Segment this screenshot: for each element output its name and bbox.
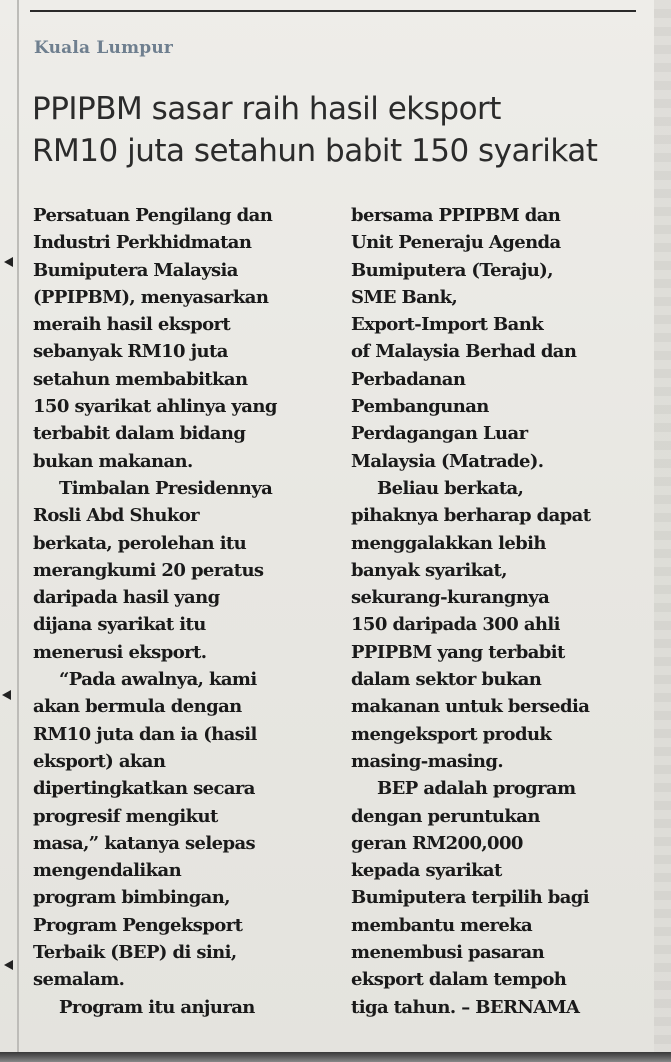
article-column-right bbox=[351, 202, 651, 1021]
body-line: Bumiputera (Teraju), bbox=[351, 259, 553, 281]
body-line: semalam. bbox=[33, 969, 125, 991]
body-line: daripada hasil yang bbox=[33, 587, 220, 609]
body-line: geran RM200,000 bbox=[351, 832, 523, 854]
body-line: masa,” katanya selepas bbox=[33, 832, 256, 854]
body-line: meraih hasil eksport bbox=[33, 314, 231, 336]
article-column-left bbox=[33, 202, 333, 1021]
scan-edge-left bbox=[17, 0, 19, 1062]
dateline-kicker: Kuala Lumpur bbox=[34, 38, 174, 58]
body-line: Terbaik (BEP) di sini, bbox=[33, 942, 237, 964]
body-line: Export-Import Bank bbox=[351, 314, 544, 336]
body-line: PPIPBM yang terbabit bbox=[351, 641, 565, 663]
body-line: menggalakkan lebih bbox=[351, 532, 546, 554]
body-line: membantu mereka bbox=[351, 914, 533, 936]
article-headline bbox=[32, 88, 652, 172]
body-line: pihaknya berharap dapat bbox=[351, 505, 591, 527]
headline-line-2: RM10 juta setahun babit 150 syarikat bbox=[32, 133, 598, 169]
body-line: bukan makanan. bbox=[33, 450, 193, 472]
top-rule bbox=[30, 10, 636, 12]
scan-marker-arrow bbox=[2, 690, 11, 700]
scan-marker-arrow bbox=[4, 257, 13, 267]
body-line: makanan untuk bersedia bbox=[351, 696, 590, 718]
body-line: mengendalikan bbox=[33, 860, 182, 882]
body-line: Bumiputera Malaysia bbox=[33, 259, 238, 281]
body-line: RM10 juta dan ia (hasil bbox=[33, 723, 257, 745]
body-line: progresif mengikut bbox=[33, 805, 218, 827]
scan-edge-right bbox=[654, 0, 671, 1062]
headline-line-1: PPIPBM sasar raih hasil eksport bbox=[32, 91, 501, 127]
body-line: menembusi pasaran bbox=[351, 942, 545, 964]
body-line: mengeksport produk bbox=[351, 723, 552, 745]
body-line: sekurang-kurangnya bbox=[351, 587, 550, 609]
body-line: banyak syarikat, bbox=[351, 559, 507, 581]
body-line: Beliau berkata, bbox=[377, 477, 524, 499]
body-line: dijana syarikat itu bbox=[33, 614, 206, 636]
body-line: akan bermula dengan bbox=[33, 696, 242, 718]
body-line: eksport dalam tempoh bbox=[351, 969, 567, 991]
body-line: tiga tahun. – BERNAMA bbox=[351, 996, 580, 1018]
body-line: SME Bank, bbox=[351, 286, 458, 308]
body-line: menerusi eksport. bbox=[33, 641, 207, 663]
body-line: Program itu anjuran bbox=[59, 996, 255, 1018]
body-line: Pembangunan bbox=[351, 396, 489, 418]
body-line: sebanyak RM10 juta bbox=[33, 341, 228, 363]
body-line: Program Pengeksport bbox=[33, 914, 243, 936]
body-line: bersama PPIPBM dan bbox=[351, 205, 561, 226]
body-line: dengan peruntukan bbox=[351, 805, 540, 827]
body-line: masing-masing. bbox=[351, 750, 504, 772]
body-line: Rosli Abd Shukor bbox=[33, 505, 199, 527]
body-line: merangkumi 20 peratus bbox=[33, 559, 264, 581]
body-line: terbabit dalam bidang bbox=[33, 423, 246, 445]
body-line: Persatuan Pengilang dan bbox=[33, 205, 273, 226]
body-line: setahun membabitkan bbox=[33, 368, 248, 390]
body-line: (PPIPBM), menyasarkan bbox=[33, 286, 269, 308]
body-line: Bumiputera terpilih bagi bbox=[351, 887, 590, 909]
body-line: Unit Peneraju Agenda bbox=[351, 232, 561, 254]
body-line: “Pada awalnya, kami bbox=[59, 669, 257, 691]
body-line: eksport) akan bbox=[33, 750, 166, 772]
body-line: kepada syarikat bbox=[351, 860, 502, 882]
body-line: dalam sektor bukan bbox=[351, 669, 542, 691]
body-line: dipertingkatkan secara bbox=[33, 778, 255, 800]
body-line: Industri Perkhidmatan bbox=[33, 232, 252, 254]
body-line: Perdagangan Luar bbox=[351, 423, 528, 445]
body-line: program bimbingan, bbox=[33, 887, 230, 909]
body-line: BEP adalah program bbox=[377, 778, 576, 800]
body-line: 150 syarikat ahlinya yang bbox=[33, 396, 277, 418]
scan-marker-arrow bbox=[4, 960, 13, 970]
body-line: Malaysia (Matrade). bbox=[351, 450, 544, 472]
body-line: 150 daripada 300 ahli bbox=[351, 614, 560, 636]
body-line: Timbalan Presidennya bbox=[59, 477, 273, 499]
body-line: berkata, perolehan itu bbox=[33, 532, 247, 554]
body-line: Perbadanan bbox=[351, 368, 466, 390]
body-line: of Malaysia Berhad dan bbox=[351, 341, 577, 363]
bottom-rule bbox=[0, 1052, 671, 1062]
